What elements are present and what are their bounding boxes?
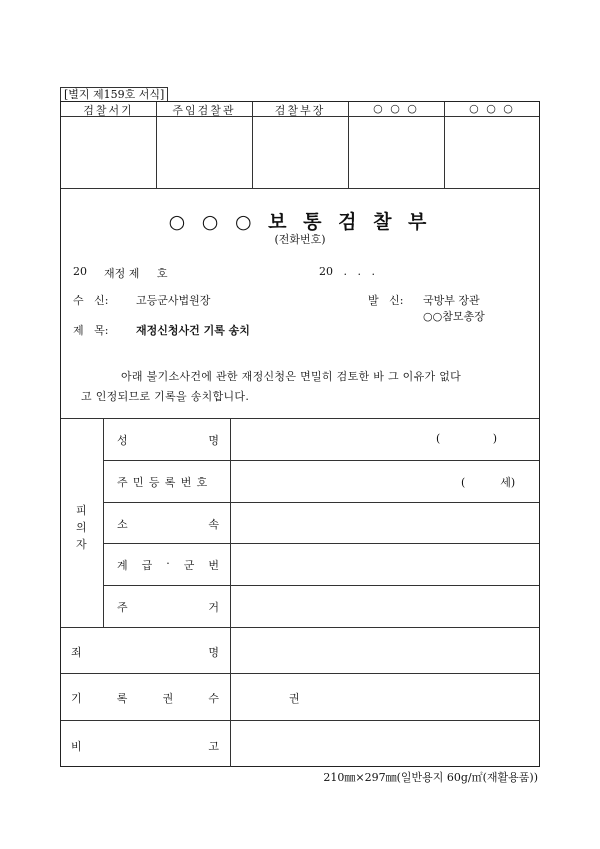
divider [61, 627, 539, 628]
suspect-side-label-3: 자 [76, 538, 87, 551]
suspect-unit-label: 소 속 [117, 518, 219, 531]
paper-spec-footer: 210㎜×297㎜(일반용지 60g/㎡(재활용품)) [323, 771, 538, 784]
divider [103, 502, 539, 503]
divider [103, 585, 539, 586]
suspect-rank-label: 계 급 · 군 번 [117, 557, 219, 572]
crime-name-label: 죄 명 [71, 646, 219, 659]
sender-value-2: ○○참모총장 [423, 310, 485, 323]
remarks-label: 비 고 [71, 740, 219, 753]
sender-value-1: 국방부 장관 [423, 294, 480, 307]
sender-label: 발 신: [368, 294, 404, 307]
suspect-name-field: ( ) [436, 432, 498, 445]
approval-header-4: ○ ○ ○ [373, 102, 419, 115]
suspect-side-label-1: 피 [76, 504, 87, 517]
body-text-line-1: 아래 불기소사건에 관한 재정신청은 면밀히 검토한 바 그 이유가 없다 [121, 370, 462, 383]
approval-header-division-head: 검찰부장 [274, 104, 326, 117]
record-count-unit: 권 [289, 692, 300, 705]
divider [103, 418, 104, 627]
approval-header-clerk: 검찰서기 [83, 104, 134, 117]
approval-header-5: ○ ○ ○ [469, 102, 515, 115]
divider [103, 543, 539, 544]
document-title: ○ ○ ○ 보 통 검 찰 부 [168, 211, 432, 233]
form-frame [60, 101, 540, 767]
subject-value: 재정신청사건 기록 송치 [136, 324, 250, 337]
divider [61, 720, 539, 721]
recipient-label: 수 신: [73, 294, 109, 307]
approval-header-chief-prosecutor: 주임검찰관 [172, 104, 236, 117]
suspect-age-field: ( 세) [461, 476, 516, 489]
docno-text: 재정 제 호 [104, 267, 168, 280]
phone-number-label: (전화번호) [274, 233, 326, 246]
docno-prefix: 20 [73, 265, 87, 278]
suspect-address-label: 주 거 [117, 601, 219, 614]
divider [103, 460, 539, 461]
divider [230, 418, 231, 767]
subject-label: 제 목: [73, 324, 109, 337]
suspect-resident-number-label: 주민등록번호 [117, 476, 213, 489]
body-text-line-2: 고 인정되므로 기록을 송치합니다. [81, 390, 250, 403]
divider [61, 418, 539, 419]
divider [61, 188, 539, 189]
document-date: 20 . . . [319, 265, 375, 278]
suspect-side-label-2: 의 [76, 521, 87, 534]
form-number-label: [별지 제159호 서식] [60, 87, 168, 101]
record-count-label: 기 록 권 수 [71, 692, 219, 705]
recipient-value: 고등군사법원장 [136, 294, 211, 307]
divider [61, 673, 539, 674]
suspect-name-label: 성 명 [117, 434, 219, 447]
